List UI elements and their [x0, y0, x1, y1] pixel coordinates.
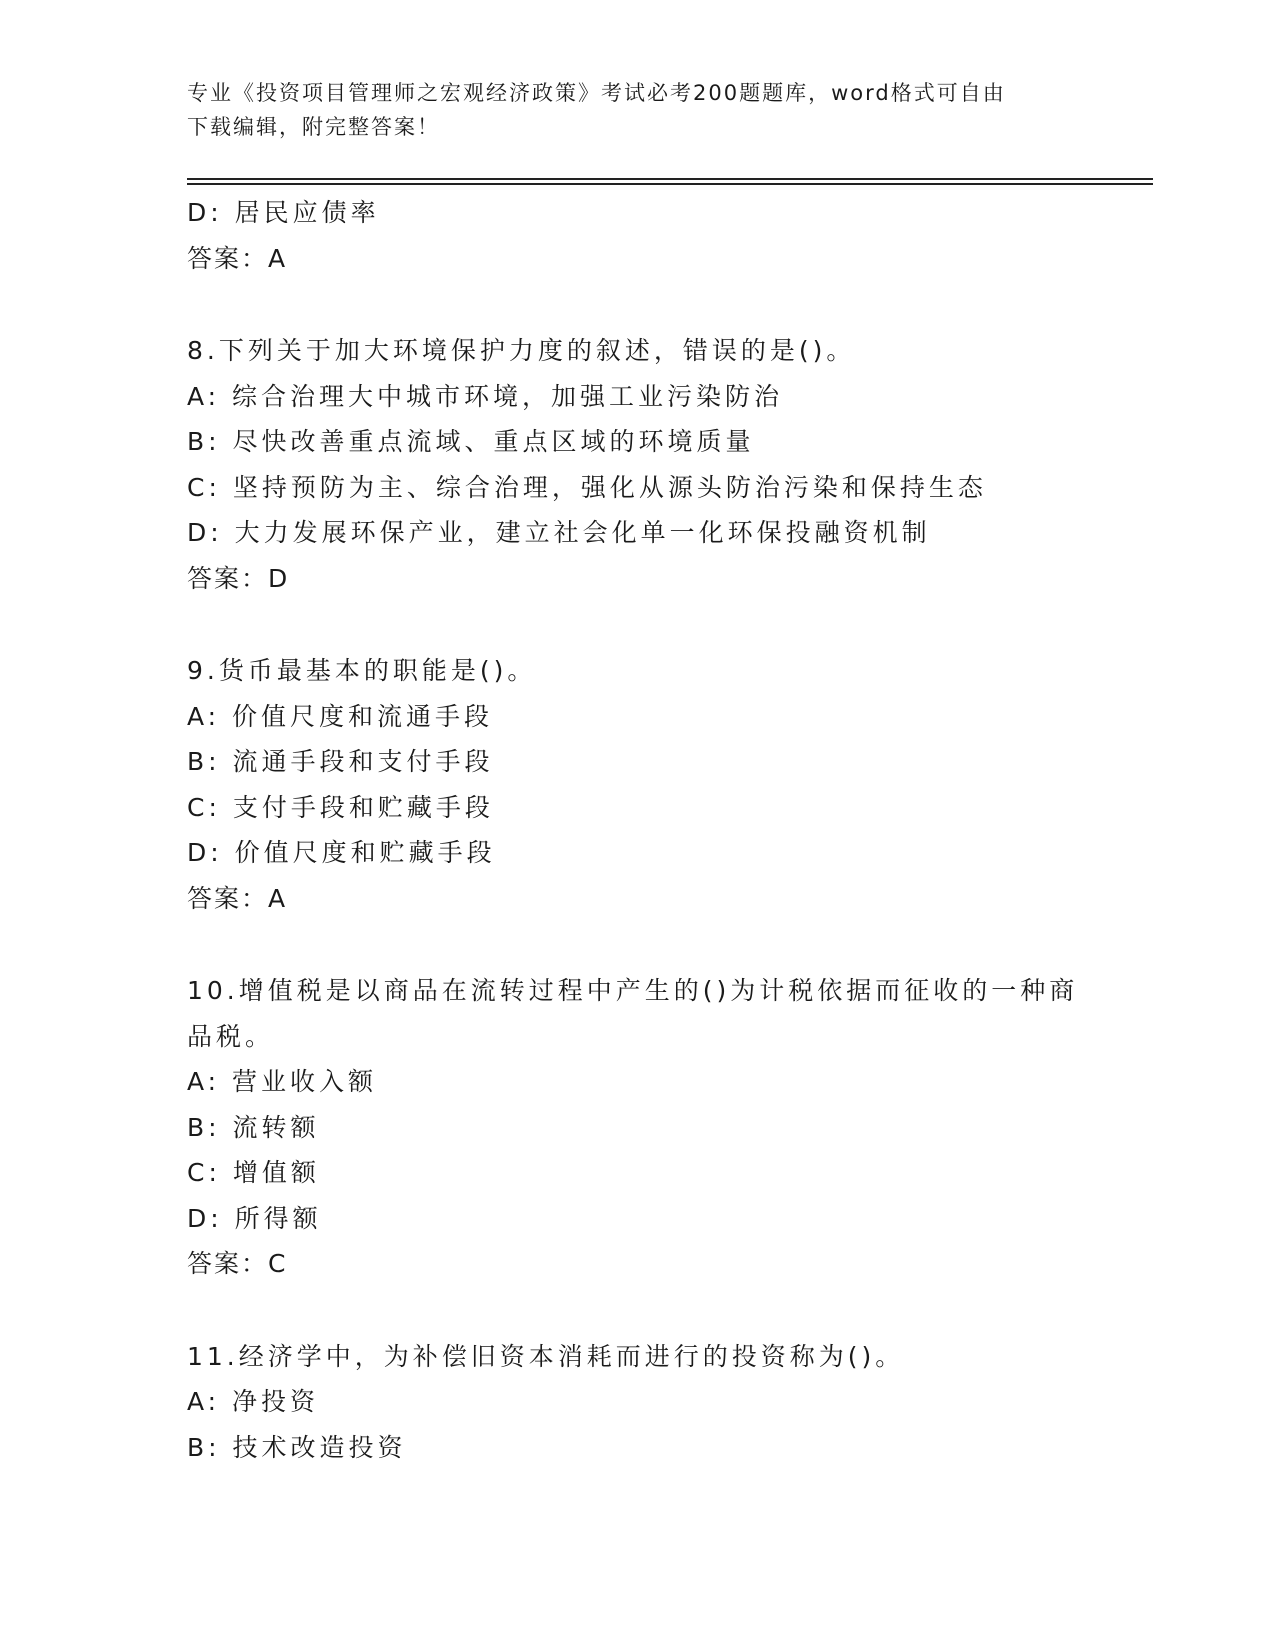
document-header	[187, 76, 1087, 144]
option-a: A: 营业收入额	[187, 1067, 378, 1096]
answer: 答案：D	[187, 563, 290, 593]
answer: 答案：C	[187, 1249, 288, 1278]
option-d: D: 居民应债率	[187, 198, 380, 227]
option-b: B: 流转额	[187, 1112, 320, 1142]
option-c: C: 支付手段和贮藏手段	[187, 792, 494, 822]
question-title: 11.经济学中，为补偿旧资本消耗而进行的投资称为()。	[187, 1341, 905, 1371]
option-d: D: 价值尺度和贮藏手段	[187, 838, 496, 867]
spacer	[187, 601, 1147, 648]
answer: 答案：A	[187, 243, 288, 273]
spacer	[187, 1287, 1147, 1334]
question-block-8	[187, 328, 1147, 601]
question-block-9	[187, 648, 1147, 921]
question-title-line-2: 品税。	[187, 1021, 275, 1051]
option-b: B: 尽快改善重点流域、重点区域的环境质量	[187, 427, 755, 456]
option-d: D: 大力发展环保产业，建立社会化单一化环保投融资机制	[187, 518, 931, 547]
option-b: B: 流通手段和支付手段	[187, 747, 494, 776]
header-divider-bottom	[187, 183, 1153, 185]
question-title: 9.货币最基本的职能是()。	[187, 656, 537, 685]
question-block-11	[187, 1334, 1147, 1471]
option-c: C: 坚持预防为主、综合治理，强化从源头防治污染和保持生态	[187, 472, 987, 502]
spacer	[187, 921, 1147, 968]
header-line-1: 专业《投资项目管理师之宏观经济政策》考试必考200题题库，word格式可自由	[187, 81, 1006, 105]
option-a: A: 价值尺度和流通手段	[187, 701, 494, 731]
option-a: A: 净投资	[187, 1387, 320, 1416]
answer: 答案：A	[187, 883, 288, 913]
spacer	[187, 281, 1147, 328]
option-d: D: 所得额	[187, 1203, 322, 1233]
option-b: B: 技术改造投资	[187, 1432, 407, 1462]
question-title: 8.下列关于加大环境保护力度的叙述，错误的是()。	[187, 336, 856, 365]
option-c: C: 增值额	[187, 1158, 320, 1187]
question-block-10	[187, 968, 1147, 1287]
question-block-7-fragment	[187, 190, 1147, 281]
option-a: A: 综合治理大中城市环境，加强工业污染防治	[187, 381, 784, 411]
header-divider-top	[187, 178, 1153, 180]
header-line-2: 下载编辑，附完整答案！	[187, 115, 440, 139]
question-title-line-1: 10.增值税是以商品在流转过程中产生的()为计税依据而征收的一种商	[187, 976, 1079, 1005]
document-body	[187, 190, 1147, 1470]
